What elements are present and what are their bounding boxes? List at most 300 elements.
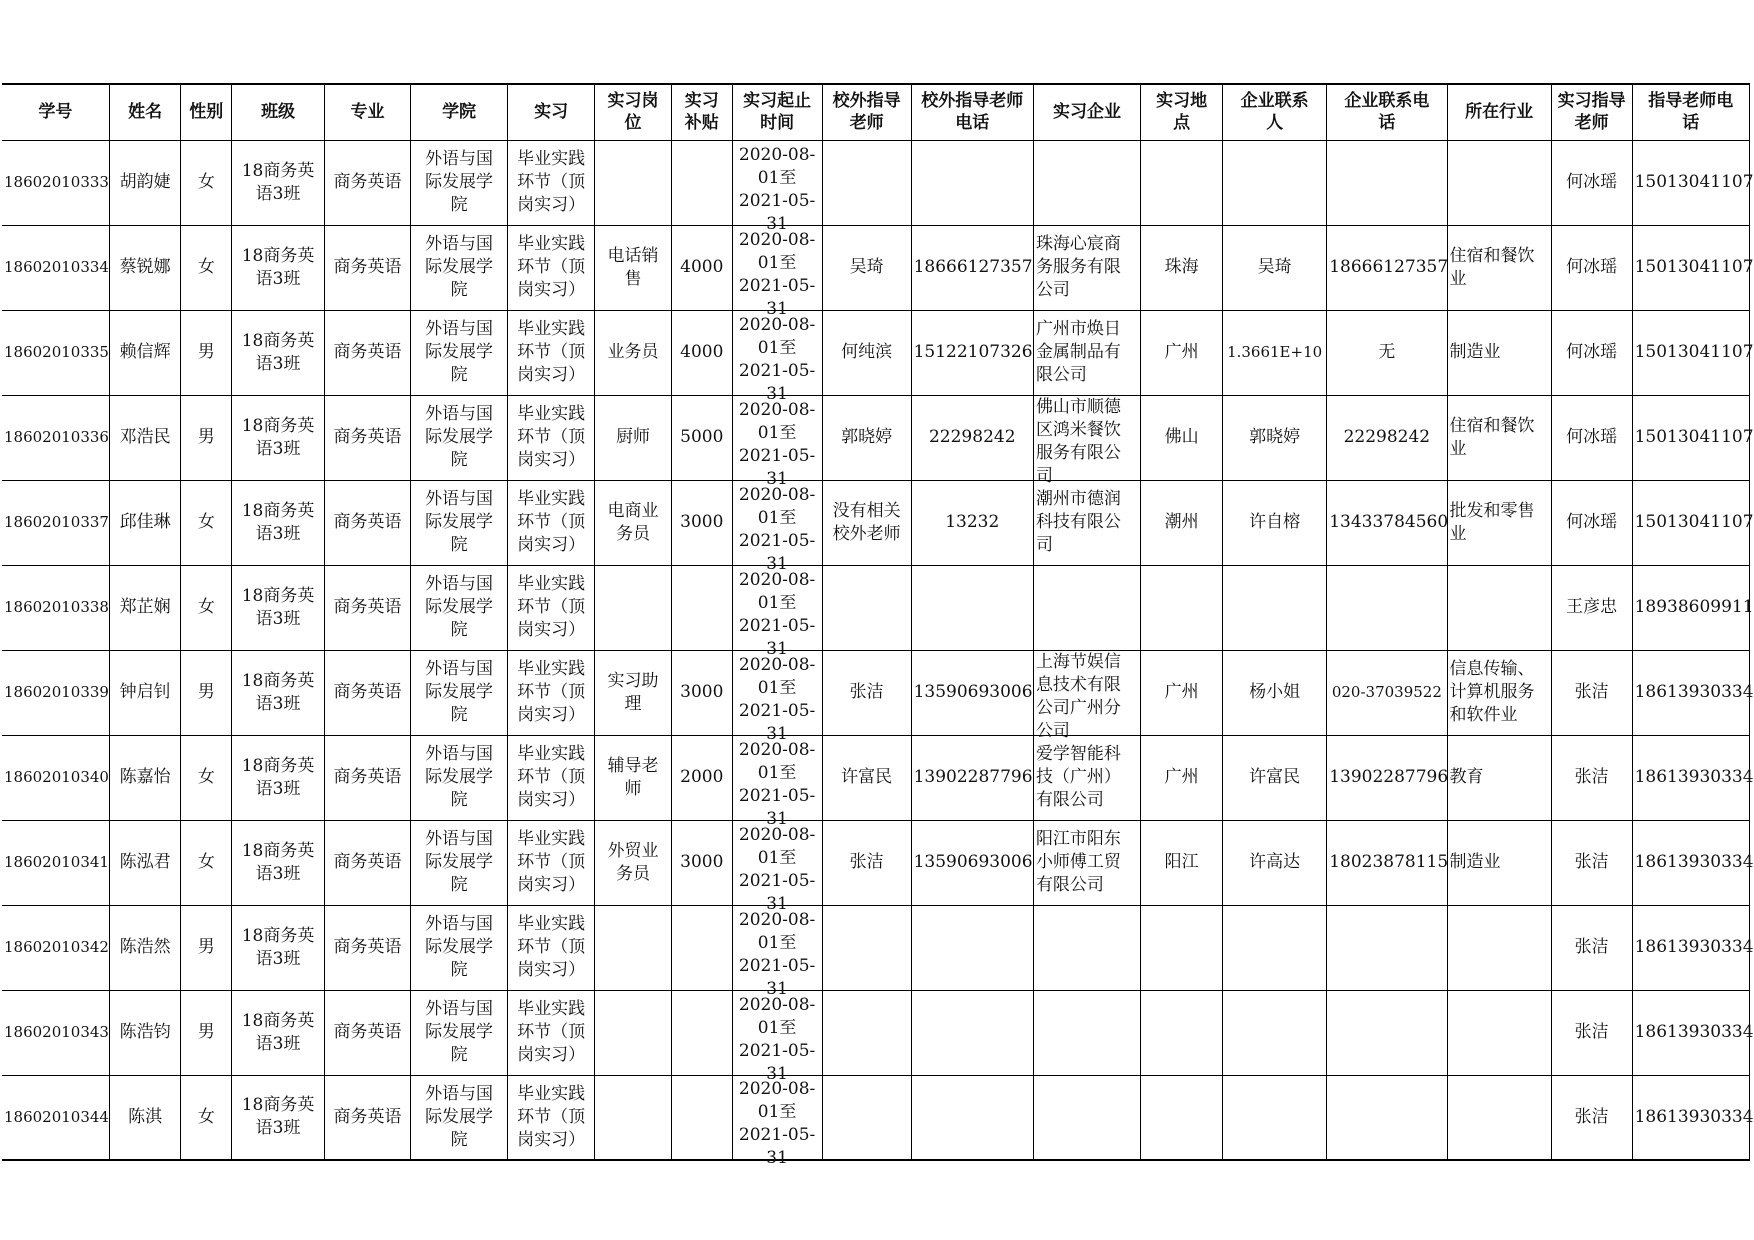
table-cell (2, 565, 109, 650)
table-cell (1141, 650, 1223, 735)
cell-text: 张洁 (849, 852, 884, 872)
table-cell (1223, 905, 1327, 990)
cell-text: 18商务英 语3班 (241, 1095, 315, 1139)
table-row (2, 905, 1750, 990)
table-cell (411, 480, 508, 565)
table-cell (1551, 395, 1632, 480)
table-cell (1447, 735, 1551, 820)
table-cell (232, 1075, 325, 1160)
column-header: 实习企业 (1033, 84, 1140, 140)
table-cell (181, 990, 232, 1075)
cell-text: 18602010340 (4, 768, 109, 786)
cell-text: 4000 (680, 342, 724, 362)
cell-text: 赖信辉 (119, 342, 171, 362)
cell-text: 毕业实践 环节（顶 岗实习） (517, 744, 586, 810)
cell-text: 外语与国 际发展学 院 (425, 1083, 494, 1150)
table-cell (109, 140, 181, 225)
table-cell (181, 565, 232, 650)
table-cell (325, 310, 411, 395)
cell-text: 佛山市顺德 区鸿米餐饮 服务有限公 司 (1035, 397, 1121, 486)
cell-text: 18602010334 (4, 258, 109, 276)
cell-text: 外语与国 际发展学 院 (425, 234, 494, 300)
cell-text: 毕业实践 环节（顶 岗实习） (517, 149, 586, 215)
table-cell (1141, 990, 1223, 1075)
table-cell (325, 395, 411, 480)
table-cell (325, 990, 411, 1075)
cell-text: 商务英语 (333, 1106, 402, 1127)
cell-text: 郑芷娴 (119, 597, 171, 617)
cell-text: 何冰瑶 (1566, 257, 1618, 277)
table-cell (911, 1075, 1033, 1160)
table-cell (911, 310, 1033, 395)
column-header: 实习岗 位 (595, 84, 672, 140)
table-cell (671, 990, 732, 1075)
cell-text: 女 (197, 767, 215, 787)
cell-text: 广州 (1164, 682, 1199, 702)
table-cell (508, 905, 595, 990)
cell-text: 女 (197, 597, 215, 617)
cell-text: 3000 (680, 682, 724, 702)
table-cell (508, 650, 595, 735)
table-cell (508, 990, 595, 1075)
table-cell (1033, 480, 1140, 565)
table-body (2, 140, 1754, 1169)
cell-text: 男 (197, 682, 215, 702)
table-cell (822, 650, 911, 735)
table-cell (411, 225, 508, 310)
column-header: 企业联系电 话 (1327, 84, 1447, 140)
table-cell (232, 735, 325, 820)
cell-text: 钟启钊 (119, 682, 171, 702)
table-cell (822, 395, 911, 480)
cell-text: 18666127357 (913, 257, 1033, 277)
table-cell (181, 480, 232, 565)
table-cell (109, 1075, 181, 1160)
table-cell (1327, 140, 1447, 225)
table-cell (595, 1075, 672, 1160)
table-cell (1447, 480, 1551, 565)
table-cell (671, 310, 732, 395)
cell-text: 4000 (680, 257, 724, 277)
table-cell (911, 735, 1033, 820)
table-cell (671, 480, 732, 565)
cell-text: 18602010339 (4, 683, 109, 701)
column-header: 专业 (325, 84, 411, 140)
internship-table (2, 83, 1754, 1169)
cell-text: 郭晓婷 (841, 427, 893, 447)
cell-text: 佛山 (1164, 427, 1199, 447)
table-cell (822, 990, 911, 1075)
cell-text: 商务英语 (333, 937, 402, 957)
cell-text: 18602010333 (4, 173, 109, 191)
table-cell (181, 905, 232, 990)
table-cell (181, 650, 232, 735)
cell-text: 商务英语 (333, 682, 402, 702)
cell-text: 没有相关 校外老师 (832, 500, 901, 544)
table-cell (2, 140, 109, 225)
table-cell (595, 990, 672, 1075)
cell-text: 无 (1378, 342, 1396, 362)
table-cell (595, 905, 672, 990)
table-cell (1033, 225, 1140, 310)
table-cell (671, 225, 732, 310)
table-cell (181, 225, 232, 310)
cell-text: 毕业实践 环节（顶 岗实习） (517, 234, 586, 300)
cell-text: 18商务英 语3班 (241, 500, 315, 544)
table-cell (508, 395, 595, 480)
cell-text: 何纯滨 (841, 342, 893, 362)
table-cell (508, 480, 595, 565)
cell-text: 15013041107 (1634, 257, 1754, 277)
table-cell (508, 140, 595, 225)
cell-text: 广州 (1164, 767, 1199, 787)
cell-text: 女 (197, 172, 215, 192)
cell-text: 阳江 (1164, 852, 1199, 872)
table-cell (411, 310, 508, 395)
cell-text: 2020-08- 01至 2021-05- 31 (738, 1079, 816, 1169)
cell-text: 女 (197, 1106, 215, 1127)
cell-text: 18666127357 (1329, 257, 1449, 277)
table-cell (1223, 735, 1327, 820)
cell-text: 2020-08- 01至 2021-05- 31 (738, 739, 816, 829)
table-cell (1033, 735, 1140, 820)
cell-text: 15013041107 (1634, 512, 1754, 532)
cell-text: 毕业实践 环节（顶 岗实习） (517, 829, 586, 895)
table-cell (732, 990, 822, 1084)
column-header: 校外指导老师 电话 (911, 84, 1033, 140)
table-cell (2, 1075, 109, 1160)
table-cell (595, 225, 672, 310)
cell-text: 住宿和餐饮 业 (1449, 245, 1535, 289)
table-cell (1447, 225, 1551, 310)
cell-text: 许自榕 (1249, 512, 1301, 532)
table-cell (595, 735, 672, 820)
table-cell (911, 225, 1033, 310)
table-cell (1551, 565, 1632, 650)
table-cell (1632, 990, 1754, 1075)
cell-text: 批发和零售 业 (1449, 500, 1535, 544)
column-header: 姓名 (109, 84, 181, 140)
table-cell (671, 820, 732, 905)
table-cell (1551, 650, 1632, 735)
cell-text: 张洁 (1574, 767, 1609, 787)
cell-text: 外语与国 际发展学 院 (425, 829, 494, 895)
cell-text: 18602010338 (4, 598, 109, 616)
table-cell (1551, 1075, 1632, 1160)
table-cell (1327, 480, 1447, 565)
table-cell (911, 480, 1033, 565)
table-cell (1141, 735, 1223, 820)
table-cell (325, 480, 411, 565)
table-cell (232, 140, 325, 225)
cell-text: 何冰瑶 (1566, 342, 1618, 362)
table-cell (232, 905, 325, 990)
cell-text: 实习助 理 (607, 670, 659, 714)
cell-text: 阳江市阳东 小师傅工贸 有限公司 (1035, 829, 1121, 895)
table-row (2, 140, 1750, 225)
table-cell (671, 140, 732, 225)
table-cell (595, 820, 672, 905)
table-cell (1033, 1075, 1140, 1160)
cell-text: 外语与国 际发展学 院 (425, 744, 494, 810)
cell-text: 毕业实践 环节（顶 岗实习） (517, 659, 586, 725)
cell-text: 18商务英 语3班 (241, 330, 315, 374)
table-cell (595, 650, 672, 735)
table-cell (1632, 565, 1754, 650)
cell-text: 女 (197, 852, 215, 872)
table-cell (2, 310, 109, 395)
table-cell (109, 990, 181, 1075)
table-row (2, 225, 1750, 310)
table-cell (325, 1075, 411, 1160)
table-cell (232, 565, 325, 650)
table-cell (2, 225, 109, 310)
table-cell (181, 310, 232, 395)
table-row (2, 565, 1750, 650)
cell-text: 18商务英 语3班 (241, 925, 315, 969)
cell-text: 女 (197, 257, 215, 277)
cell-text: 18商务英 语3班 (241, 670, 315, 714)
table-cell (325, 140, 411, 225)
column-header: 实习起止 时间 (732, 84, 822, 140)
cell-text: 制造业 (1449, 342, 1501, 362)
table-cell (109, 480, 181, 565)
cell-text: 业务员 (607, 342, 659, 362)
table-cell (911, 650, 1033, 735)
table-cell (1141, 395, 1223, 480)
cell-text: 外贸业 务员 (607, 840, 659, 884)
table-cell (2, 650, 109, 735)
cell-text: 电商业 务员 (607, 500, 659, 544)
column-header: 指导老师电 话 (1632, 84, 1749, 140)
cell-text: 2020-08- 01至 2021-05- 31 (738, 484, 816, 574)
table-cell (1327, 1075, 1447, 1160)
table-cell (1033, 140, 1140, 225)
cell-text: 外语与国 际发展学 院 (425, 659, 494, 725)
column-header: 实习指导 老师 (1551, 84, 1632, 140)
cell-text: 15122107326 (913, 342, 1033, 362)
table-cell (411, 140, 508, 225)
table-cell (1327, 565, 1447, 650)
cell-text: 18613930334 (1634, 937, 1754, 957)
table-cell (508, 225, 595, 310)
cell-text: 陈泓君 (119, 852, 171, 872)
cell-text: 18613930334 (1634, 1106, 1754, 1127)
cell-text: 邱佳琳 (119, 512, 171, 532)
table-cell (1327, 735, 1447, 820)
cell-text: 广州 (1164, 342, 1199, 362)
table-cell (508, 565, 595, 650)
table-cell (2, 395, 109, 480)
cell-text: 13433784560 (1329, 512, 1449, 532)
table-cell (2, 735, 109, 820)
table-cell (1447, 650, 1551, 735)
table-cell (911, 990, 1033, 1075)
cell-text: 3000 (680, 852, 724, 872)
cell-text: 18938609911 (1634, 597, 1754, 617)
table-cell (1033, 990, 1140, 1075)
table-row (2, 480, 1750, 565)
column-header: 学院 (411, 84, 508, 140)
table-row (2, 650, 1750, 735)
table-cell (411, 735, 508, 820)
table-cell (1447, 140, 1551, 225)
table-cell (1223, 565, 1327, 650)
cell-text: 陈浩钧 (119, 1022, 171, 1042)
cell-text: 2020-08- 01至 2021-05- 31 (738, 824, 816, 914)
cell-text: 男 (197, 342, 215, 362)
table-cell (508, 1075, 595, 1160)
table-cell (1632, 735, 1754, 820)
cell-text: 男 (197, 427, 215, 447)
cell-text: 陈嘉怡 (119, 767, 171, 787)
table-cell (595, 310, 672, 395)
table-cell (732, 905, 822, 999)
cell-text: 18商务英 语3班 (241, 1010, 315, 1054)
table-cell (232, 820, 325, 905)
table-cell (1327, 905, 1447, 990)
cell-text: 商务英语 (333, 852, 402, 872)
table-cell (325, 225, 411, 310)
table-cell (822, 1075, 911, 1160)
table-cell (325, 735, 411, 820)
table-row (2, 395, 1750, 480)
table-cell (732, 310, 822, 404)
cell-text: 蔡锐娜 (119, 257, 171, 277)
table-cell (1632, 905, 1754, 990)
cell-text: 胡韵婕 (119, 172, 171, 192)
table-cell (822, 225, 911, 310)
cell-text: 18023878115 (1329, 852, 1449, 872)
table-cell (1141, 820, 1223, 905)
table-cell (1223, 820, 1327, 905)
table-cell (411, 990, 508, 1075)
cell-text: 张洁 (1574, 1022, 1609, 1042)
cell-text: 18商务英 语3班 (241, 415, 315, 459)
table-cell (508, 820, 595, 905)
cell-text: 上海节娱信 息技术有限 公司广州分 公司 (1035, 652, 1121, 741)
table-cell (411, 395, 508, 480)
cell-text: 外语与国 际发展学 院 (425, 489, 494, 555)
cell-text: 男 (197, 937, 215, 957)
cell-text: 22298242 (928, 427, 1016, 447)
cell-text: 许富民 (841, 767, 893, 787)
cell-text: 辅导老 师 (607, 755, 659, 799)
cell-text: 教育 (1449, 767, 1484, 787)
table-cell (325, 905, 411, 990)
table-cell (732, 650, 822, 744)
cell-text: 2020-08- 01至 2021-05- 31 (738, 399, 816, 489)
column-header: 所在行业 (1447, 84, 1551, 140)
cell-text: 毕业实践 环节（顶 岗实习） (517, 914, 586, 980)
table-cell (1141, 1075, 1223, 1160)
table-cell (109, 310, 181, 395)
cell-text: 王彦忠 (1566, 597, 1618, 617)
table-cell (671, 735, 732, 820)
column-header: 实习 补贴 (671, 84, 732, 140)
table-cell (1033, 905, 1140, 990)
cell-text: 何冰瑶 (1566, 172, 1618, 192)
cell-text: 吴琦 (1257, 257, 1292, 277)
cell-text: 18613930334 (1634, 682, 1754, 702)
cell-text: 外语与国 际发展学 院 (425, 319, 494, 385)
column-header: 校外指导 老师 (822, 84, 911, 140)
table-cell (2, 820, 109, 905)
cell-text: 2020-08- 01至 2021-05- 31 (738, 994, 816, 1084)
cell-text: 制造业 (1449, 852, 1501, 872)
cell-text: 潮州 (1164, 512, 1199, 532)
cell-text: 商务英语 (333, 1022, 402, 1042)
cell-text: 商务英语 (333, 427, 402, 447)
table-cell (232, 310, 325, 395)
table-cell (325, 650, 411, 735)
table-cell (911, 565, 1033, 650)
table-cell (1632, 395, 1754, 480)
cell-text: 电话销 售 (607, 245, 659, 289)
table-cell (1033, 650, 1140, 741)
cell-text: 珠海 (1164, 257, 1199, 277)
table-cell (1632, 480, 1754, 565)
table-cell (1141, 225, 1223, 310)
table-cell (732, 140, 822, 234)
table-cell (1551, 310, 1632, 395)
cell-text: 18613930334 (1634, 1022, 1754, 1042)
cell-text: 吴琦 (849, 257, 884, 277)
column-header: 班级 (232, 84, 325, 140)
cell-text: 1.3661E+10 (1227, 343, 1323, 361)
cell-text: 张洁 (1574, 937, 1609, 957)
column-header: 学号 (2, 84, 109, 140)
cell-text: 毕业实践 环节（顶 岗实习） (517, 489, 586, 555)
cell-text: 22298242 (1343, 427, 1431, 447)
table-cell (411, 565, 508, 650)
table-cell (911, 395, 1033, 480)
table-cell (1327, 990, 1447, 1075)
cell-text: 18602010341 (4, 853, 109, 871)
cell-text: 郭晓婷 (1249, 427, 1301, 447)
table-cell (1632, 650, 1754, 735)
table-cell (508, 310, 595, 395)
table-cell (109, 395, 181, 480)
cell-text: 18商务英 语3班 (241, 840, 315, 884)
cell-text: 13902287796 (913, 767, 1033, 787)
table-cell (1223, 140, 1327, 225)
cell-text: 13232 (945, 512, 1000, 532)
table-cell (732, 820, 822, 914)
cell-text: 18602010342 (4, 938, 109, 956)
cell-text: 何冰瑶 (1566, 427, 1618, 447)
cell-text: 2000 (680, 767, 724, 787)
cell-text: 陈淇 (128, 1106, 163, 1127)
cell-text: 15013041107 (1634, 342, 1754, 362)
table-cell (822, 735, 911, 820)
cell-text: 张洁 (1574, 852, 1609, 872)
table-cell (822, 905, 911, 990)
table-cell (109, 735, 181, 820)
table-cell (822, 140, 911, 225)
table-cell (671, 905, 732, 990)
table-cell (1033, 565, 1140, 650)
cell-text: 商务英语 (333, 172, 402, 192)
table-cell (2, 990, 109, 1075)
table-cell (732, 395, 822, 489)
table-cell (1033, 395, 1140, 486)
table-cell (732, 565, 822, 659)
cell-text: 2020-08- 01至 2021-05- 31 (738, 654, 816, 744)
table-cell (2, 480, 109, 565)
cell-text: 信息传输、 计算机服务 和软件业 (1449, 659, 1535, 725)
table-cell (1327, 395, 1447, 480)
